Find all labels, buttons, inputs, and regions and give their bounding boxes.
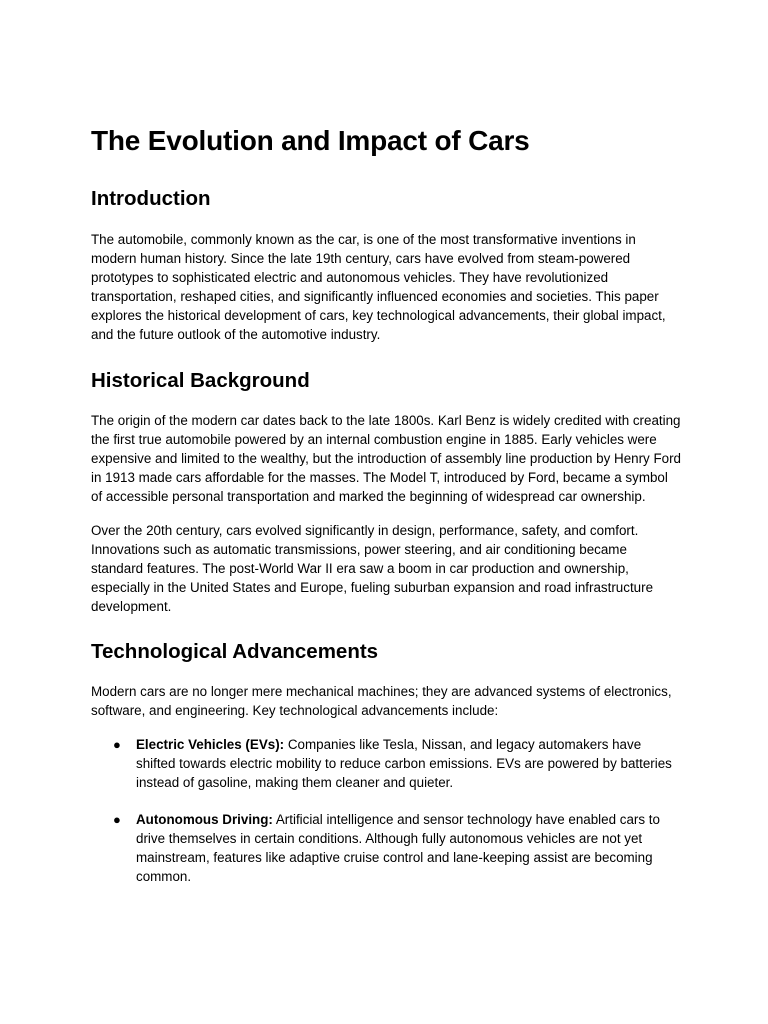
technology-list — [91, 735, 681, 887]
list-item-text: Companies like Tesla, Nissan, and legacy automakers have shifted towards electric mobility to reduce carbon emissions. EVs are powered by batteries instead of gasoline, making them cleaner and quieter. — [136, 736, 672, 790]
document-title: The Evolution and Impact of Cars — [91, 125, 530, 156]
paragraph-history-1: The origin of the modern car dates back to the late 1800s. Karl Benz is widely credited with creating the first true automobile powered by an internal combustion engine in 1885. Early vehicles were expensive and limited to the wealthy, but the introduction of assembly line production by Henry Ford in 1913 made cars affordable for the masses. The Model T, introduced by Ford, became a symbol of accessible personal transportation and marked the beginning of widespread car ownership. — [91, 412, 682, 504]
bullet-icon: ● — [113, 736, 121, 752]
heading-technological-advancements: Technological Advancements — [91, 639, 379, 663]
paragraph-introduction: The automobile, commonly known as the car, is one of the most transformative inventions in modern human history. Since the late 19th century, cars have evolved from steam-powered prototypes to sophisticated electric and autonomous vehicles. They have revolutionized transportation, reshaped cities, and significantly influenced economies and societies. This paper explores the historical development of cars, key technological advancements, their global impact, and the future outlook of the automotive industry. — [91, 232, 666, 343]
paragraph-technology: Modern cars are no longer mere mechanical machines; they are advanced systems of electronics, software, and engineering. Key technological advancements include: — [91, 683, 672, 718]
heading-introduction: Introduction — [91, 187, 211, 210]
list-item-term: Autonomous Driving: — [136, 811, 273, 827]
list-item-term: Electric Vehicles (EVs): — [136, 736, 285, 752]
paragraph-history-2: Over the 20th century, cars evolved significantly in design, performance, safety, and comfort. Innovations such as automatic transmissions, power steering, and air conditioning became standard features. The post-World War II era saw a boom in car production and ownership, especially in the United States and Europe, fueling suburban expansion and road infrastructure development. — [91, 523, 654, 615]
heading-historical-background: Historical Background — [91, 368, 310, 392]
bullet-icon: ● — [113, 811, 121, 827]
list-item-text: Artificial intelligence and sensor technology have enabled cars to drive themselves in certain conditions. Although fully autonomous vehicles are not yet mainstream, features like adaptive cruise control and lane-keeping assist are becoming common. — [136, 811, 660, 885]
document-body — [91, 121, 681, 904]
list-item-electric-vehicles — [91, 735, 681, 792]
list-item-autonomous-driving — [91, 810, 681, 886]
